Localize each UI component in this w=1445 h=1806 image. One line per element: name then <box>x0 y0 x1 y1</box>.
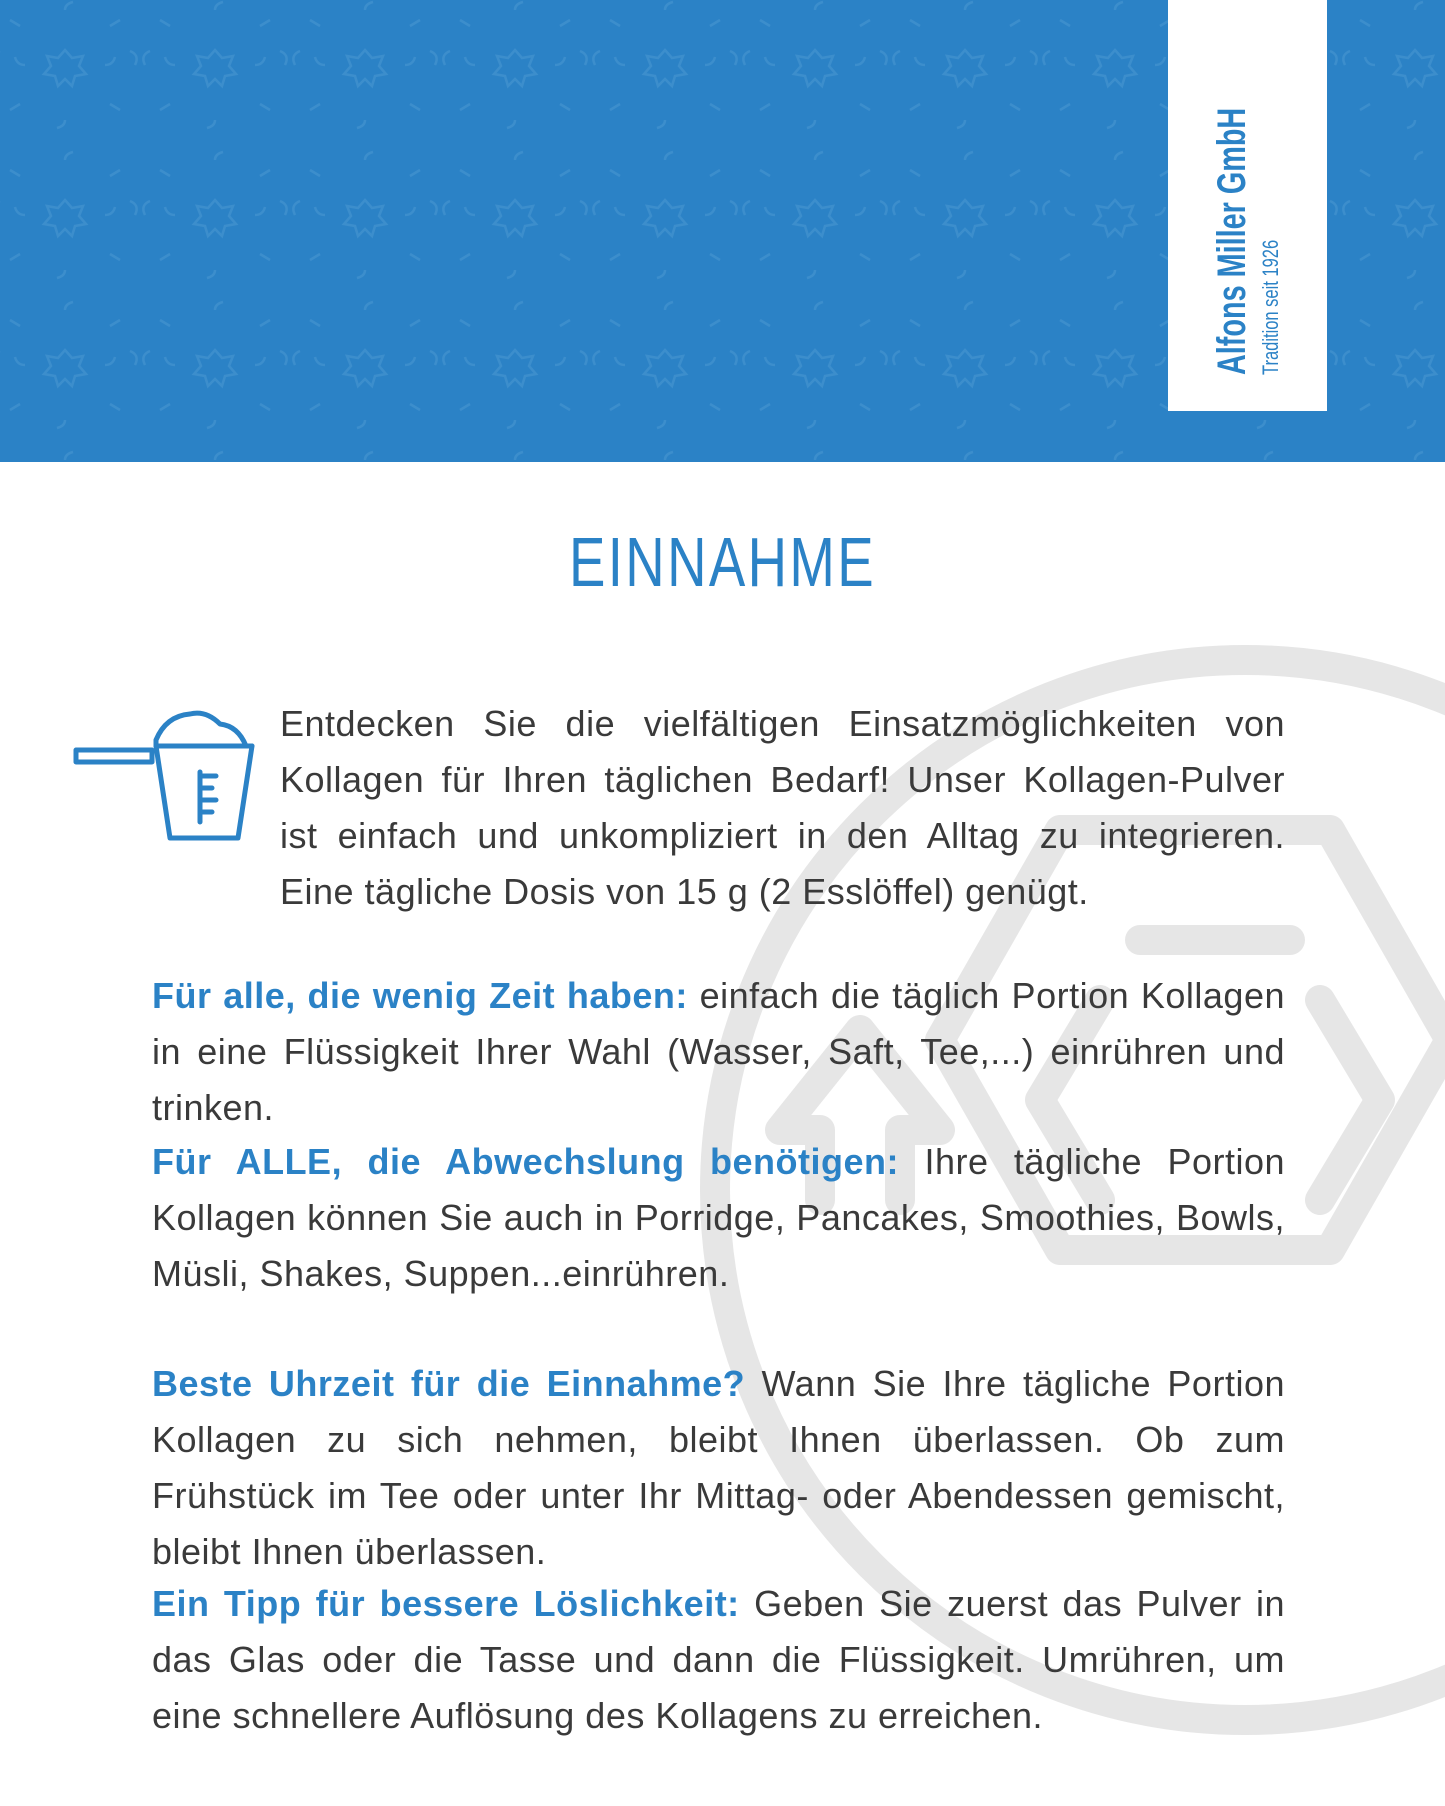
section-solubility-tip <box>152 1576 1285 1744</box>
section-body: Ihre tägliche Portion Kollagen können Sie auch in Porridge, Pancakes, Smoothies, Bowls, Müsli, Shakes, Suppen...einrühren. <box>152 1141 1286 1294</box>
intro-text: Entdecken Sie die vielfältigen Einsatzmöglichkeiten von Kollagen für Ihren täglichen Bedarf! Unser Kollagen-Pulver ist einfach und unkompliziert in den Alltag zu integrieren. Eine tägliche Dosis von 15 g (2 Esslöffel) genügt. <box>280 703 1285 912</box>
section-heading: Beste Uhrzeit für die Einnahme? <box>152 1363 746 1404</box>
brand-tagline: Tradition seit 1926 <box>1258 239 1283 375</box>
section-body: Geben Sie zuerst das Pulver in das Glas oder die Tasse und dann die Flüssigkeit. Umrühren, um eine schnellere Auflösung des Kollagens zu erreichen. <box>152 1583 1286 1736</box>
section-heading: Für alle, die wenig Zeit haben: <box>152 975 688 1016</box>
section-quick <box>152 968 1285 1136</box>
section-heading: Ein Tipp für bessere Löslichkeit: <box>152 1583 740 1624</box>
section-body: Wann Sie Ihre tägliche Portion Kollagen zu sich nehmen, bleibt Ihnen überlassen. Ob zum Frühstück im Tee oder unter Ihr Mittag- oder Abendessen gemischt, bleibt Ihnen überlassen. <box>152 1363 1285 1572</box>
section-best-time <box>152 1356 1285 1580</box>
brand-name: Alfons Miller GmbH <box>1210 107 1254 375</box>
section-variety <box>152 1134 1285 1302</box>
page-title: EINNAHME <box>569 523 876 601</box>
section-body: einfach die täglich Portion Kollagen in eine Flüssigkeit Ihrer Wahl (Wasser, Saft, Tee,...) einrühren und trinken. <box>152 975 1285 1128</box>
measuring-scoop-icon <box>70 700 260 850</box>
section-heading: Für ALLE, die Abwechslung benötigen: <box>152 1141 900 1182</box>
